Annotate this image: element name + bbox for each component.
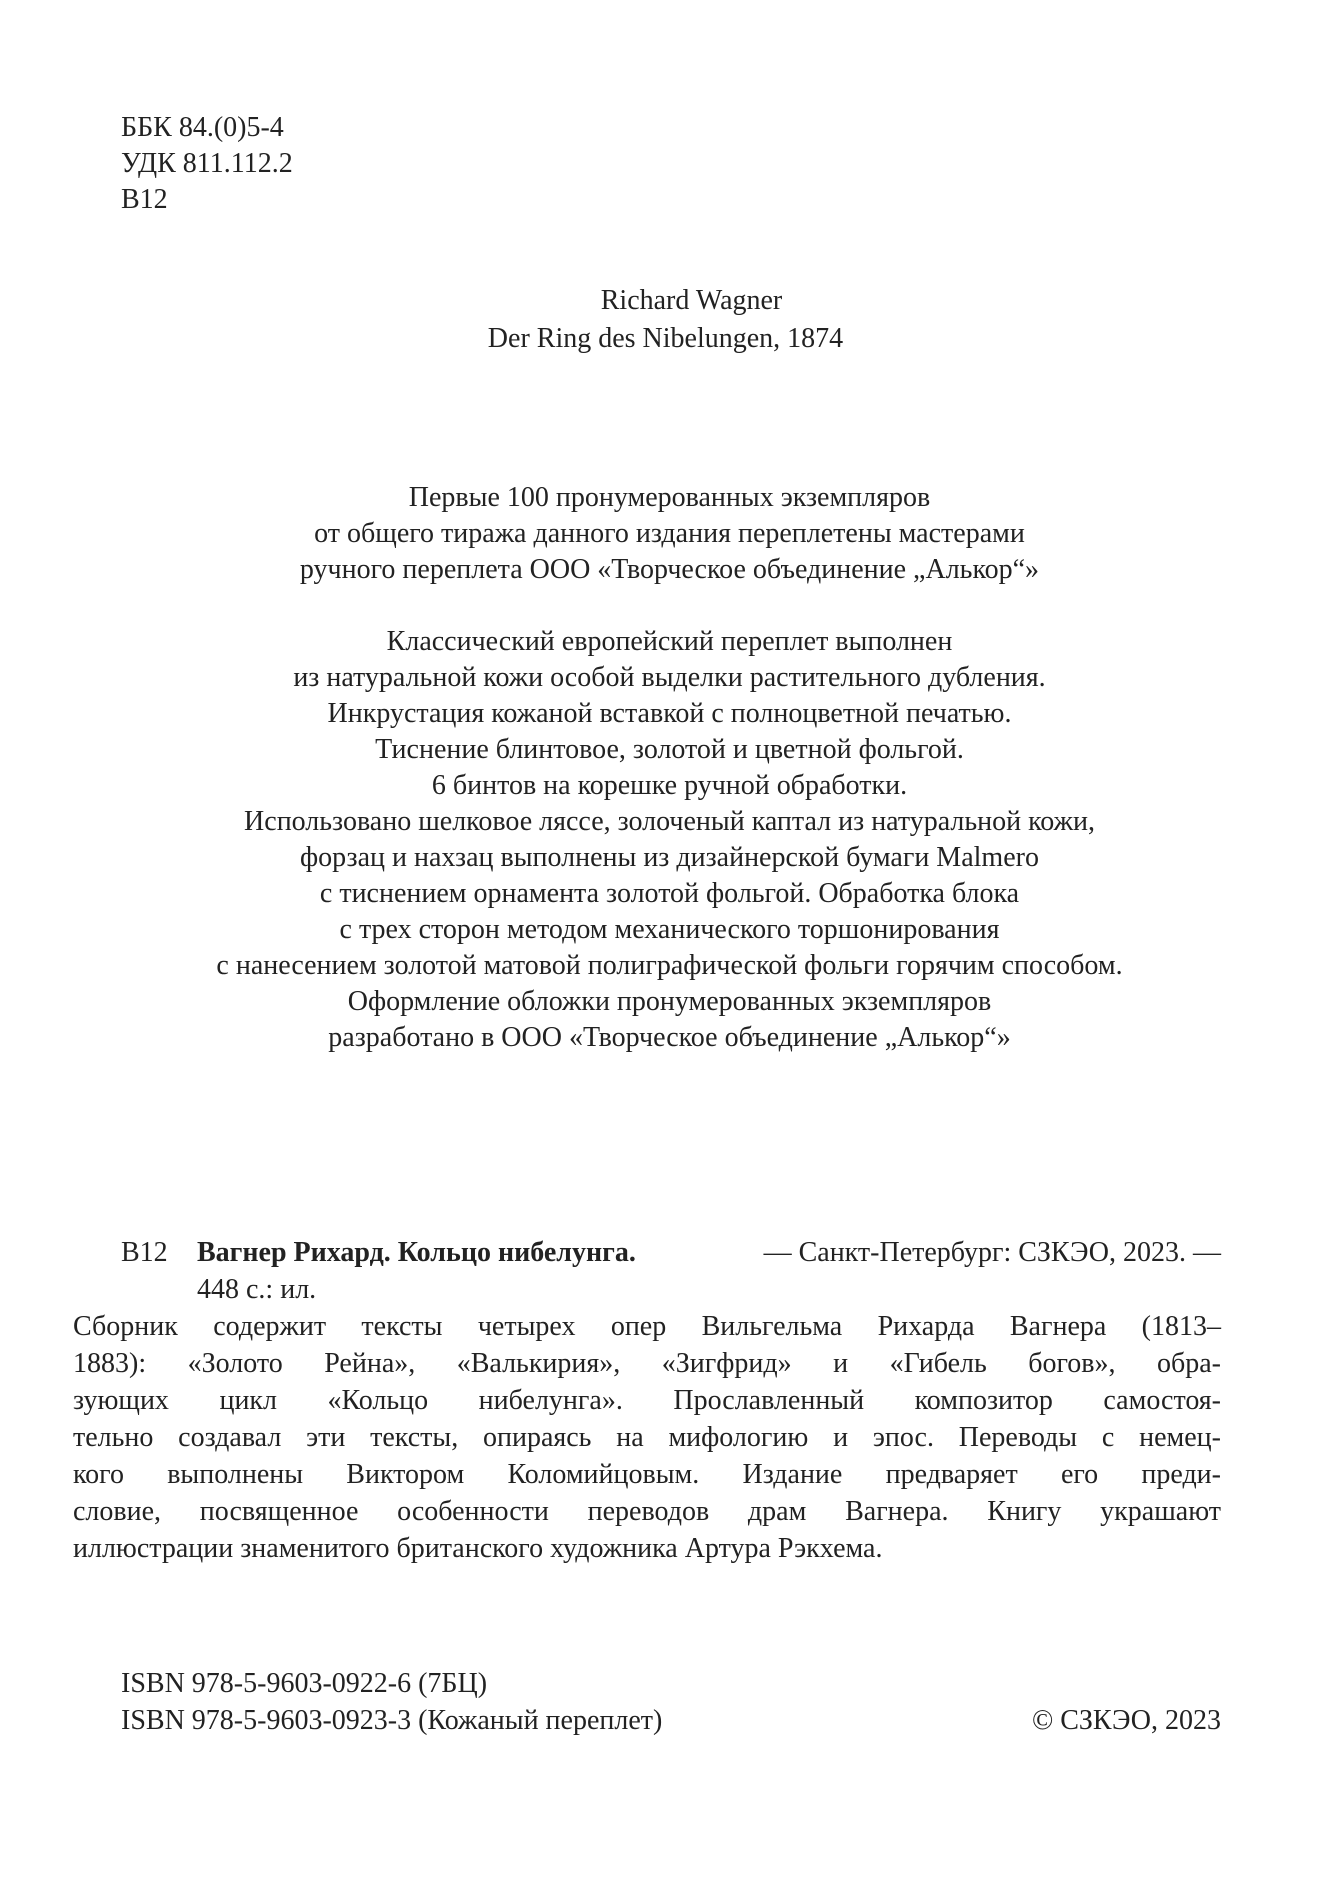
udk-code: УДК 811.112.2 [121,148,293,179]
note-line: Тиснение блинтовое, золотой и цветной фольгой. [375,734,964,765]
annotation-line: Сборник содержит тексты четырех опер Вильгельма Рихарда Вагнера (1813– [73,1311,1221,1342]
record-annotation [73,1308,1221,1567]
note-line: с трех сторон методом механического торшонирования [339,914,1000,945]
note-line: из натуральной кожи особой выделки растительного дубления. [293,662,1046,693]
bbk-code: ББК 84.(0)5-4 [121,112,284,143]
annotation-line: кого выполнены Виктором Коломийцовым. Издание предваряет его преди- [73,1459,1221,1490]
note-line: форзац и нахзац выполнены из дизайнерской бумаги Malmero [300,842,1039,873]
annotation-line: иллюстрации знаменитого британского художника Артура Рэкхема. [73,1533,883,1564]
original-author: Richard Wagner [600,285,783,316]
isbn-block [121,1665,1221,1739]
record-code: В12 [121,1237,168,1268]
note-line: ручного переплета ООО «Творческое объединение „Алькор“» [299,554,1040,585]
annotation-line: 1883): «Золото Рейна», «Валькирия», «Зигфрид» и «Гибель богов», обра- [73,1348,1221,1379]
record-pages: 448 с.: ил. [197,1274,317,1305]
bibliographic-record [73,1234,1221,1567]
isbn-7bc: ISBN 978-5-9603-0922-6 (7БЦ) [121,1668,488,1699]
annotation-line: зующих цикл «Кольцо нибелунга». Прославленный композитор самостоя- [73,1385,1221,1416]
author-mark: В12 [121,184,168,215]
binding-note [0,480,1339,1056]
note-line: 6 бинтов на корешке ручной обработки. [431,770,908,801]
record-heading: Вагнер Рихард. Кольцо нибелунга. [197,1237,636,1268]
note-line: Использовано шелковое ляссе, золоченый каптал из натуральной кожи, [244,806,1095,837]
note-line: разработано в ООО «Творческое объединение „Алькор“» [328,1022,1011,1053]
original-title: Der Ring des Nibelungen, 1874 [487,323,844,354]
note-line: от общего тиража данного издания переплетены мастерами [314,518,1025,549]
copyright: © СЗКЭО, 2023 [1031,1705,1221,1736]
note-line: с нанесением золотой матовой полиграфической фольги горячим способом. [216,950,1123,981]
binding-note-paragraph-2 [0,624,1339,1056]
record-imprint: — Санкт-Петербург: СЗКЭО, 2023. — [763,1237,1221,1268]
note-line: Первые 100 пронумерованных экземпляров [408,482,931,513]
annotation-line: словие, посвященное особенности переводов драм Вагнера. Книгу украшают [73,1496,1221,1527]
note-line: Классический европейский переплет выполнен [386,626,953,657]
binding-note-paragraph-1 [0,480,1339,588]
original-edition [0,282,1339,358]
classification-codes [121,110,293,218]
annotation-line: тельно создавал эти тексты, опираясь на мифологию и эпос. Переводы с немец- [73,1422,1221,1453]
note-line: с тиснением орнамента золотой фольгой. Обработка блока [319,878,1020,909]
isbn-leather: ISBN 978-5-9603-0923-3 (Кожаный переплет) [121,1705,663,1736]
note-line: Оформление обложки пронумерованных экземпляров [347,986,992,1017]
note-line: Инкрустация кожаной вставкой с полноцветной печатью. [327,698,1012,729]
